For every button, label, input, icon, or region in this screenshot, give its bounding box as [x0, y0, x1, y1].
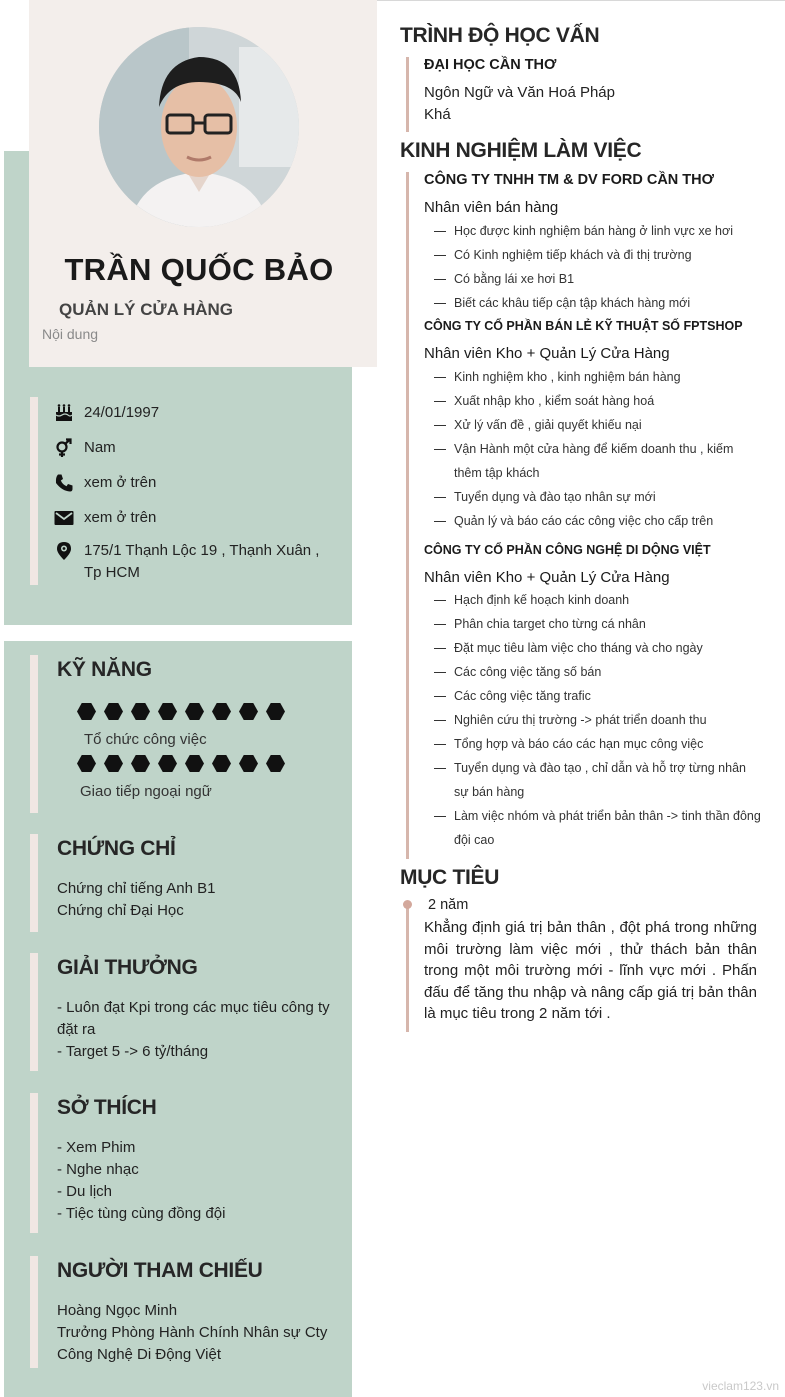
job-duty-item: Xử lý vấn đề , giải quyết khiếu nại: [434, 413, 764, 437]
education-timeline-line: [406, 57, 409, 132]
skills-heading: KỸ NĂNG: [57, 658, 152, 681]
skill-level-dot: [266, 755, 285, 772]
skill-level-dot: [131, 755, 150, 772]
awards-heading: GIẢI THƯỞNG: [57, 956, 198, 979]
job-duties-list: [434, 365, 764, 533]
skill-level-dot: [185, 755, 204, 772]
experience-timeline-line: [406, 172, 409, 859]
job-duty-item: Làm việc nhóm và phát triển bản thân -> tinh thần đông đội cao: [434, 804, 764, 852]
skill-rating-1: [77, 703, 285, 720]
education-grade: Khá: [424, 106, 451, 123]
skill-level-dot: [131, 703, 150, 720]
hobby-item: - Xem Phim: [57, 1139, 136, 1156]
contact-gender: [54, 437, 324, 459]
contact-accent-bar: [30, 397, 38, 585]
skills-accent-bar: [30, 655, 38, 813]
phone-value: xem ở trên: [84, 474, 157, 491]
job-duty-item: Các công việc tăng trafic: [434, 684, 764, 708]
certificate-item: Chứng chỉ Đại Học: [57, 902, 184, 919]
job-duty-item: Nghiên cứu thị trường -> phát triển doanh thu: [434, 708, 764, 732]
certificates-list: [57, 878, 332, 922]
location-pin-icon: [54, 540, 84, 562]
job-duty-item: Các công việc tăng số bán: [434, 660, 764, 684]
job-duty-item: Phân chia target cho từng cá nhân: [434, 612, 764, 636]
job-role: Nhân viên Kho + Quản Lý Cửa Hàng: [424, 569, 670, 586]
skill-level-dot: [212, 703, 231, 720]
address-value: 175/1 Thạnh Lộc 19 , Thạnh Xuân , Tp HCM: [84, 542, 320, 581]
gender-icon: [54, 437, 84, 459]
skill-level-dot: [77, 755, 96, 772]
education-heading: TRÌNH ĐỘ HỌC VẤN: [400, 24, 600, 47]
job-company: CÔNG TY CỔ PHẦN BÁN LẺ KỸ THUẬT SỐ FPTSHOP: [424, 319, 743, 333]
skill-level-dot: [239, 703, 258, 720]
certificates-accent-bar: [30, 834, 38, 932]
hobbies-heading: SỞ THÍCH: [57, 1096, 157, 1119]
job-duty-item: Học được kinh nghiệm bán hàng ở linh vực xe hơi: [434, 219, 764, 243]
goals-heading: MỤC TIÊU: [400, 866, 500, 889]
email-icon: [54, 507, 84, 529]
job-duty-item: Tổng hợp và báo cáo các hạn mục công việc: [434, 732, 764, 756]
contact-birthday: [54, 402, 324, 424]
reference-position: Trưởng Phòng Hành Chính Nhân sự Cty Công Nghệ Di Động Việt: [57, 1324, 328, 1363]
contact-phone: [54, 472, 324, 494]
skill-level-dot: [239, 755, 258, 772]
watermark: vieclam123.vn: [702, 1379, 779, 1393]
job-company: CÔNG TY CỔ PHẦN CÔNG NGHỆ DI DỘNG VIỆT: [424, 543, 711, 557]
job-duties-list: [434, 219, 764, 315]
job-duty-item: Tuyển dụng và đào tạo , chỉ dẫn và hỗ trợ từng nhân sự bán hàng: [434, 756, 764, 804]
hobby-item: - Du lịch: [57, 1183, 113, 1200]
contact-email: [54, 507, 324, 529]
job-duty-item: Hạch định kế hoạch kinh doanh: [434, 588, 764, 612]
avatar: [99, 27, 299, 227]
job-role: Nhân viên Kho + Quản Lý Cửa Hàng: [424, 345, 670, 362]
award-item: - Target 5 -> 6 tỷ/tháng: [57, 1043, 209, 1060]
goals-timeline-dot: [403, 900, 412, 909]
goals-term: 2 năm: [428, 897, 469, 913]
skill-level-dot: [77, 703, 96, 720]
skill-level-dot: [104, 703, 123, 720]
email-value: xem ở trên: [84, 509, 157, 526]
job-duties-list: [434, 588, 764, 852]
skill-level-dot: [158, 703, 177, 720]
page-top-border: [377, 0, 785, 1]
hobby-item: - Nghe nhạc: [57, 1161, 139, 1178]
skill-level-dot: [266, 703, 285, 720]
goals-timeline-line: [406, 905, 409, 1032]
goals-description: Khẳng định giá trị bản thân , đột phá trong những môi trường làm việc mới , thử thách bản thân trong một môi trường mới - lĩnh vực mới . Phấn đấu để tăng thu nhập và nâng cấp giá trị bản thân là mục tiêu trong 2 năm tới .: [424, 919, 757, 1022]
skill-name: Giao tiếp ngoại ngữ: [80, 783, 212, 800]
skill-level-dot: [158, 755, 177, 772]
skill-level-dot: [185, 703, 204, 720]
award-item: - Luôn đạt Kpi trong các mục tiêu công ty đặt ra: [57, 999, 330, 1038]
experience-heading: KINH NGHIỆM LÀM VIỆC: [400, 139, 642, 162]
certificates-heading: CHỨNG CHỈ: [57, 837, 176, 860]
hobbies-list: [57, 1137, 332, 1225]
skill-level-dot: [212, 755, 231, 772]
skill-level-dot: [104, 755, 123, 772]
certificate-item: Chứng chỉ tiếng Anh B1: [57, 880, 216, 897]
job-duty-item: Quản lý và báo cáo các công việc cho cấp trên: [434, 509, 764, 533]
references-heading: NGƯỜI THAM CHIẾU: [57, 1259, 263, 1282]
job-duty-item: Kinh nghiệm kho , kinh nghiệm bán hàng: [434, 365, 764, 389]
avatar-photo: [99, 27, 299, 227]
candidate-summary: Nội dung: [42, 326, 99, 342]
awards-list: [57, 997, 332, 1063]
skill-rating-2: [77, 755, 285, 772]
reference-name: Hoàng Ngọc Minh: [57, 1302, 178, 1319]
job-duty-item: Tuyển dụng và đào tạo nhân sự mới: [434, 485, 764, 509]
birthday-cake-icon: [54, 402, 84, 424]
hobby-item: - Tiệc tùng cùng đồng đội: [57, 1205, 226, 1222]
awards-accent-bar: [30, 953, 38, 1071]
candidate-title: QUẢN LÝ CỬA HÀNG: [59, 300, 234, 319]
job-duty-item: Vận Hành một cửa hàng để kiếm doanh thu , kiếm thêm tập khách: [434, 437, 764, 485]
gender-value: Nam: [84, 439, 116, 456]
references-list: [57, 1300, 332, 1366]
skill-name: Tổ chức công việc: [84, 731, 207, 748]
references-accent-bar: [30, 1256, 38, 1368]
candidate-name: TRẦN QUỐC BẢO: [64, 252, 334, 287]
job-duty-item: Có Kinh nghiệm tiếp khách và đi thị trường: [434, 243, 764, 267]
hobbies-accent-bar: [30, 1093, 38, 1233]
job-company: CÔNG TY TNHH TM & DV FORD CẦN THƠ: [424, 172, 715, 188]
job-duty-item: Xuất nhập kho , kiểm soát hàng hoá: [434, 389, 764, 413]
education-major: Ngôn Ngữ và Văn Hoá Pháp: [424, 84, 615, 101]
education-school: ĐẠI HỌC CẦN THƠ: [424, 57, 557, 73]
job-duty-item: Đặt mục tiêu làm việc cho tháng và cho ngày: [434, 636, 764, 660]
job-duty-item: Biết các khâu tiếp cận tập khách hàng mới: [434, 291, 764, 315]
job-role: Nhân viên bán hàng: [424, 199, 559, 216]
phone-icon: [54, 472, 84, 494]
job-duty-item: Có bằng lái xe hơi B1: [434, 267, 764, 291]
birthday-value: 24/01/1997: [84, 404, 160, 421]
contact-address: [54, 540, 324, 584]
